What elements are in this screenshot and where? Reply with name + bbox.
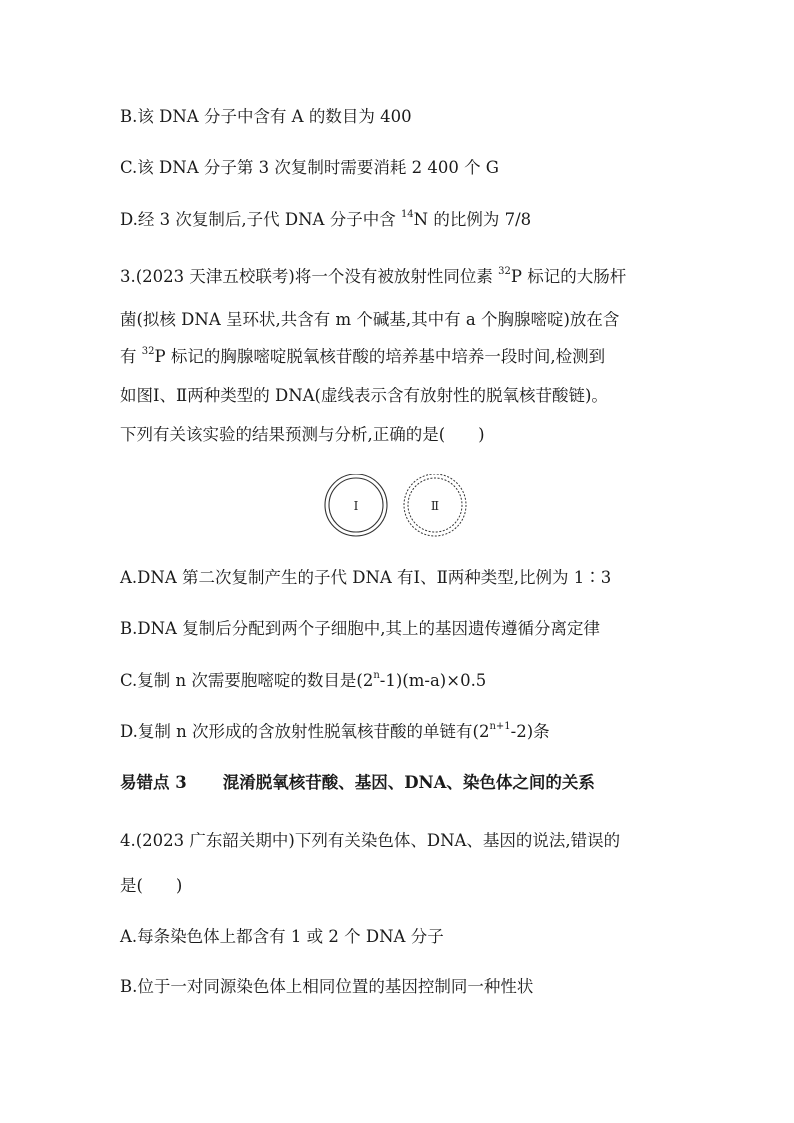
dna-type-2-label: Ⅱ: [430, 499, 440, 513]
q3-option-d-sup: n+1: [489, 720, 511, 732]
q3-option-d: [120, 721, 550, 743]
q2-option-d-text: D.经 3 次复制后,子代 DNA 分子中含: [120, 210, 401, 229]
section-title: 混淆脱氧核苷酸、基因、DNA、染色体之间的关系: [222, 773, 595, 792]
q4-option-b: B.位于一对同源染色体上相同位置的基因控制同一种性状: [120, 977, 534, 996]
dna-circle-figure: [322, 474, 472, 540]
q3-option-c: [120, 670, 486, 692]
q4-option-a: A.每条染色体上都含有 1 或 2 个 DNA 分子: [120, 927, 444, 946]
q2-option-c: C.该 DNA 分子第 3 次复制时需要消耗 2 400 个 G: [120, 158, 499, 177]
q3-option-a: A.DNA 第二次复制产生的子代 DNA 有Ⅰ、Ⅱ两种类型,比例为 1∶3: [120, 568, 612, 587]
q3-stem-line-2: 菌(拟核 DNA 呈环状,共含有 m 个碱基,其中有 a 个胸腺嘧啶)放在含: [120, 310, 620, 329]
q4-stem-line-1: 4.(2023 广东韶关期中)下列有关染色体、DNA、基因的说法,错误的: [120, 831, 621, 850]
section-label: 易错点 3: [120, 773, 187, 792]
q3-option-d-text: D.复制 n 次形成的含放射性脱氧核苷酸的单链有(2: [120, 722, 490, 741]
section-heading: [120, 772, 595, 794]
q2-option-d: [120, 209, 531, 231]
q3-stem-text-3-end: P 标记的胸腺嘧啶脱氧核苷酸的培养基中培养一段时间,检测到: [154, 347, 606, 366]
dna-type-2-diagram: [404, 474, 466, 536]
q3-stem-text: 3.(2023 天津五校联考)将一个没有被放射性同位素: [120, 267, 499, 286]
q4-stem-line-2: 是( ): [120, 876, 183, 895]
q3-stem-text-3: 有: [120, 347, 142, 366]
q3-option-c-sup: n: [373, 669, 380, 681]
q3-option-b: B.DNA 复制后分配到两个子细胞中,其上的基因遗传遵循分离定律: [120, 619, 600, 638]
q2-option-b: B.该 DNA 分子中含有 A 的数目为 400: [120, 107, 412, 126]
q3-stem-line-1: [120, 266, 626, 288]
q3-stem-line-3: [120, 346, 605, 368]
dna-type-1-label: Ⅰ: [353, 499, 359, 513]
q3-option-c-text: C.复制 n 次需要胞嘧啶的数目是(2: [120, 671, 374, 690]
q3-stem-sup-3: 32: [141, 345, 155, 357]
q3-stem-text-end: P 标记的大肠杆: [510, 267, 627, 286]
dna-type-1-diagram: [325, 474, 387, 536]
q3-option-d-text-end: -2)条: [510, 722, 550, 741]
q2-option-d-text-end: N 的比例为 7/8: [413, 210, 532, 229]
q2-option-d-sup: 14: [400, 208, 414, 220]
q3-stem-line-5: 下列有关该实验的结果预测与分析,正确的是( ): [120, 425, 485, 444]
q3-stem-line-4: 如图Ⅰ、Ⅱ两种类型的 DNA(虚线表示含有放射性的脱氧核苷酸链)。: [120, 386, 608, 405]
q3-option-c-text-end: -1)(m-a)×0.5: [379, 671, 487, 690]
q3-stem-sup: 32: [498, 265, 511, 277]
